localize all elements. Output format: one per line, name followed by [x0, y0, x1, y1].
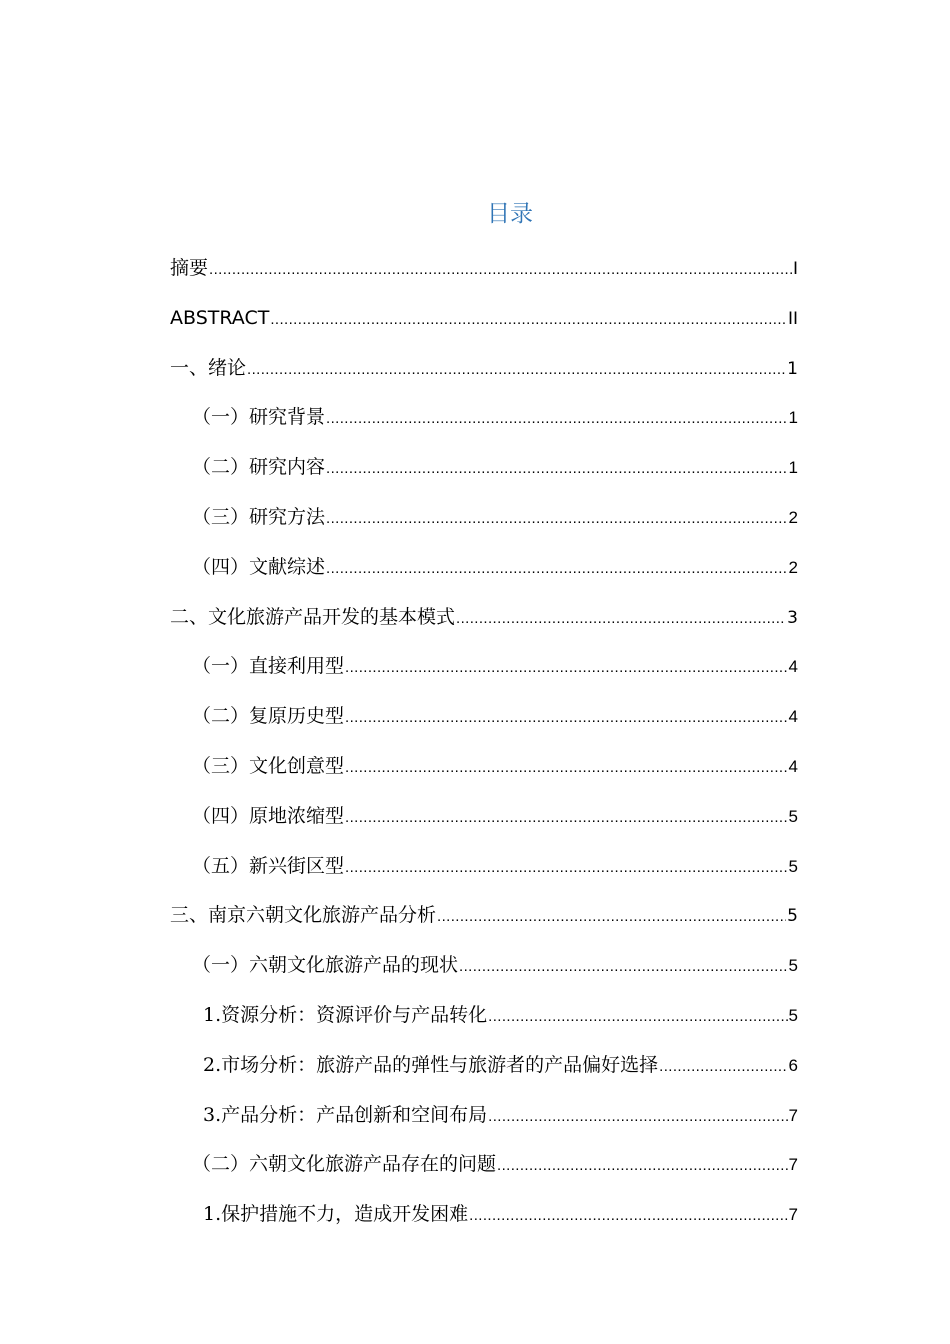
toc-entry[interactable]	[170, 1196, 798, 1246]
toc-dot-leader	[488, 999, 787, 1035]
toc-entry[interactable]	[170, 449, 798, 499]
toc-entry-page: 2	[788, 557, 798, 577]
toc-entry-label: （一）直接利用型	[192, 655, 345, 678]
toc-entry-label: （四）原地浓缩型	[192, 804, 345, 827]
toc-entry[interactable]	[170, 698, 798, 748]
toc-dot-leader	[209, 252, 792, 288]
toc-entry-label: 一、绪论	[170, 356, 247, 379]
toc-entry-page: 2	[788, 507, 798, 527]
toc-entry[interactable]	[170, 798, 798, 848]
toc-entry[interactable]	[170, 997, 798, 1047]
toc-dot-leader	[659, 1049, 787, 1085]
toc-entry-label: （二）研究内容	[192, 456, 326, 479]
toc-dot-leader	[345, 700, 788, 736]
toc-entry[interactable]	[170, 599, 798, 649]
toc-entry[interactable]	[170, 848, 798, 898]
toc-entry[interactable]	[170, 1047, 798, 1097]
toc-entry-label: （三）研究方法	[192, 505, 326, 528]
toc-dot-leader	[456, 601, 786, 637]
toc-entry[interactable]	[170, 1097, 798, 1147]
toc-entry-label: （四）文献综述	[192, 555, 326, 578]
toc-entry-page: 4	[788, 707, 798, 727]
toc-entry-label: （五）新兴街区型	[192, 854, 345, 877]
toc-entry-page: 5	[788, 1005, 798, 1025]
toc-entry[interactable]	[170, 399, 798, 449]
toc-entry-page: 4	[788, 756, 798, 776]
toc-dot-leader	[469, 1198, 787, 1234]
toc-entry-page: 5	[787, 906, 798, 927]
toc-entry-label: （一）研究背景	[192, 406, 326, 429]
toc-dot-leader	[326, 401, 788, 437]
toc-entry[interactable]	[170, 350, 798, 400]
toc-entry[interactable]	[170, 648, 798, 698]
toc-entry-label: 2.市场分析：旅游产品的弹性与旅游者的产品偏好选择	[203, 1053, 659, 1076]
toc-dot-leader	[497, 1148, 788, 1184]
toc-dot-leader	[345, 850, 788, 886]
toc-entry[interactable]	[170, 549, 798, 599]
toc-entry[interactable]	[170, 947, 798, 997]
toc-entry-label: （一）六朝文化旅游产品的现状	[192, 954, 459, 977]
toc-entry-label: （二）六朝文化旅游产品存在的问题	[192, 1153, 497, 1176]
toc-entry-page: 5	[788, 856, 798, 876]
toc-dot-leader	[326, 551, 788, 587]
toc-dot-leader	[326, 451, 788, 487]
toc-entry-page: 7	[788, 1155, 798, 1175]
table-of-contents	[170, 250, 798, 1246]
toc-entry[interactable]	[170, 1146, 798, 1196]
toc-entry-page: 4	[788, 657, 798, 677]
toc-entry-page: II	[787, 308, 798, 329]
toc-entry-page: 3	[787, 607, 798, 628]
toc-entry-label: （二）复原历史型	[192, 705, 345, 728]
toc-dot-leader	[270, 302, 787, 338]
toc-entry-page: 1	[787, 358, 798, 379]
toc-entry-label: 三、南京六朝文化旅游产品分析	[170, 904, 437, 927]
toc-entry-page: 7	[788, 1205, 798, 1225]
toc-entry-label: 摘要	[170, 257, 209, 279]
toc-entry[interactable]	[170, 250, 798, 300]
toc-dot-leader	[437, 899, 786, 935]
toc-entry-label: 1.资源分析：资源评价与产品转化	[203, 1003, 488, 1026]
toc-entry-page: 6	[788, 1055, 798, 1075]
toc-entry[interactable]	[170, 300, 798, 350]
toc-dot-leader	[345, 800, 788, 836]
toc-entry-label: （三）文化创意型	[192, 754, 345, 777]
toc-dot-leader	[326, 501, 788, 537]
page-title: 目录	[487, 201, 533, 227]
toc-entry[interactable]	[170, 748, 798, 798]
toc-entry[interactable]	[170, 499, 798, 549]
toc-dot-leader	[345, 750, 788, 786]
toc-dot-leader	[247, 352, 786, 388]
toc-entry-page: 1	[788, 458, 798, 478]
toc-dot-leader	[488, 1099, 787, 1135]
toc-entry-page: 5	[788, 956, 798, 976]
toc-entry-page: 7	[788, 1105, 798, 1125]
toc-dot-leader	[345, 650, 788, 686]
toc-entry-page: 5	[788, 806, 798, 826]
toc-entry-page: 1	[788, 408, 798, 428]
toc-dot-leader	[459, 949, 788, 985]
toc-entry-label: ABSTRACT	[170, 306, 270, 329]
toc-entry-page: I	[792, 259, 798, 279]
toc-entry-label: 二、文化旅游产品开发的基本模式	[170, 605, 456, 628]
toc-entry[interactable]	[170, 897, 798, 947]
toc-entry-label: 1.保护措施不力，造成开发困难	[203, 1203, 469, 1226]
toc-entry-label: 3.产品分析：产品创新和空间布局	[203, 1103, 488, 1126]
